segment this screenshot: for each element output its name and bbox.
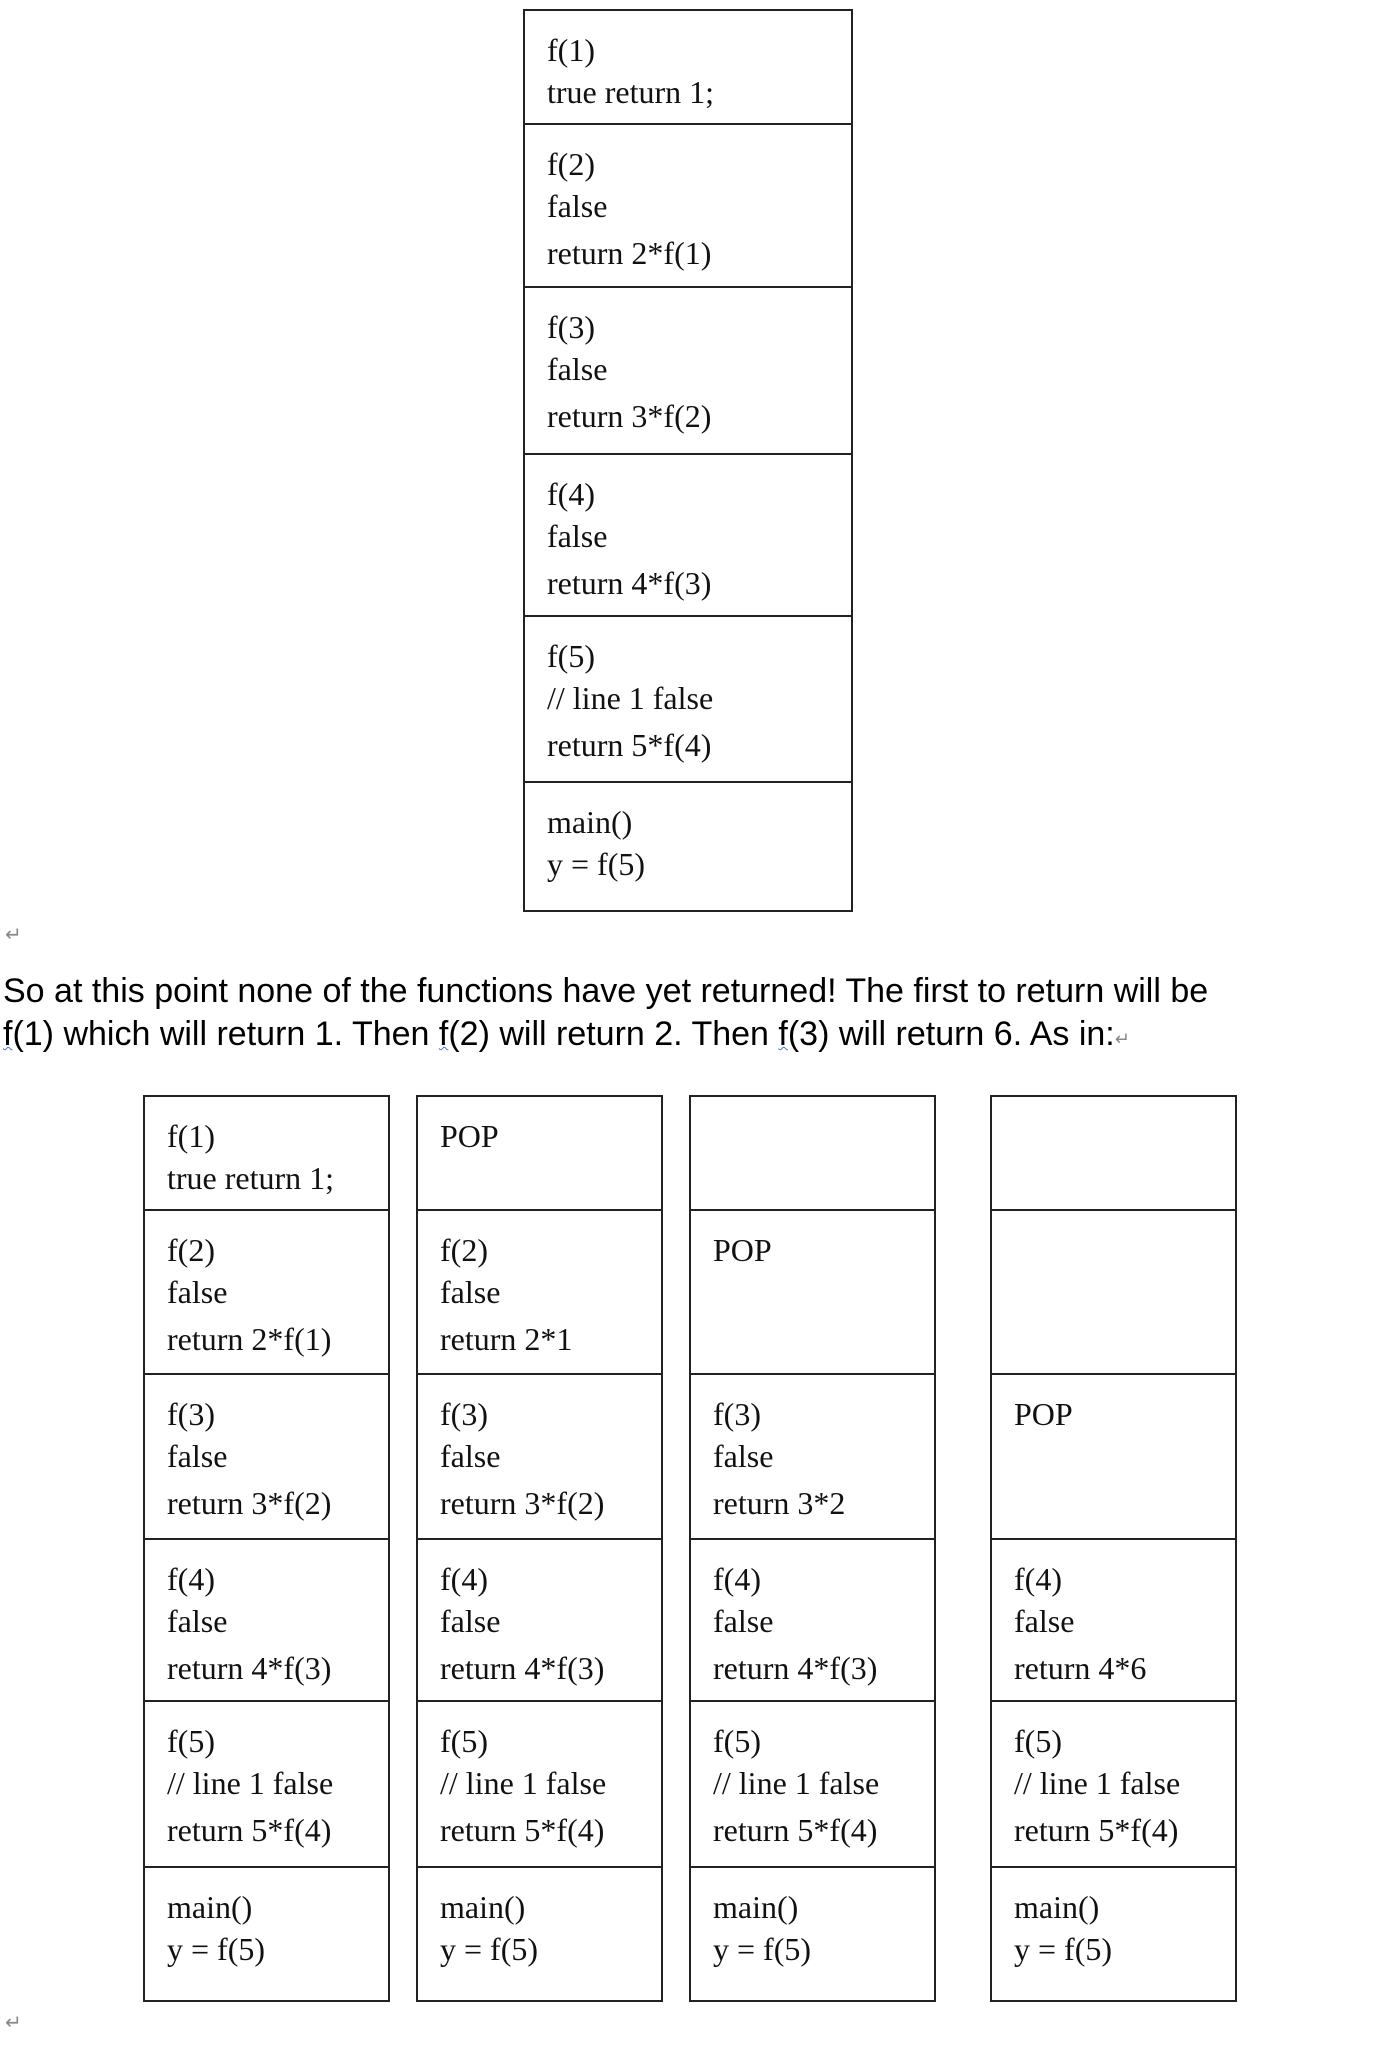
frame-line: return 4*f(3): [713, 1650, 878, 1686]
frame-line: f(5): [440, 1723, 488, 1759]
frame-line: f(5): [547, 638, 595, 674]
frame-line: y = f(5): [167, 1931, 266, 1967]
frame-line: f(3): [167, 1396, 215, 1432]
word: f: [438, 1015, 449, 1053]
call-stack-1: [143, 1095, 390, 2002]
frame-line: return 5*f(4): [167, 1812, 332, 1848]
frame-line: return 2*f(1): [547, 235, 712, 271]
text-run: (1) which will return 1. Then: [12, 1015, 439, 1053]
paragraph-line-1: So at this point none of the functions have yet returned! The first to return will be: [3, 972, 1209, 1010]
stack-frame: [418, 1097, 661, 1209]
frame-line: true return 1;: [547, 74, 715, 110]
stack-frame: [418, 1866, 661, 2002]
frame-line: f(4): [167, 1561, 215, 1597]
stack-frame: [691, 1209, 934, 1373]
frame-line: f(5): [713, 1723, 761, 1759]
text-run: (3) will return 6. As in:: [787, 1015, 1115, 1053]
word: f: [778, 1015, 788, 1053]
frame-line: f(4): [547, 476, 595, 512]
frame-line: return 3*f(2): [547, 398, 712, 434]
frame-line: false: [713, 1603, 774, 1639]
frame-line: f(2): [440, 1232, 488, 1268]
stack-frame: [145, 1373, 388, 1538]
frame-line: f(5): [1014, 1723, 1062, 1759]
stack-frame: [525, 11, 851, 123]
stack-frame: [145, 1866, 388, 2002]
frame-line: main(): [1014, 1889, 1100, 1925]
frame-line: f(2): [167, 1232, 215, 1268]
frame-line: return 5*f(4): [713, 1812, 878, 1848]
frame-line: POP: [1014, 1396, 1073, 1432]
frame-line: y = f(5): [1014, 1931, 1113, 1967]
paragraph-mark-icon: ↵: [1114, 1029, 1130, 1050]
call-stack-3: [689, 1095, 936, 2002]
frame-line: // line 1 false: [547, 680, 714, 716]
frame-line: false: [547, 518, 608, 554]
frame-line: f(3): [440, 1396, 488, 1432]
frame-line: return 2*f(1): [167, 1321, 332, 1357]
frame-line: false: [440, 1603, 501, 1639]
explanation-paragraph: [3, 970, 1373, 1061]
stack-frame: [145, 1097, 388, 1209]
paragraph-mark-icon: ↵: [5, 922, 22, 946]
frame-line: POP: [713, 1232, 772, 1268]
frame-line: f(1): [167, 1118, 215, 1154]
frame-line: return 4*f(3): [167, 1650, 332, 1686]
frame-line: // line 1 false: [440, 1765, 607, 1801]
frame-line: f(4): [1014, 1561, 1062, 1597]
stack-frame: [691, 1097, 934, 1209]
stack-frame: [691, 1373, 934, 1538]
frame-line: y = f(5): [440, 1931, 539, 1967]
frame-line: false: [440, 1438, 501, 1474]
frame-line: f(2): [547, 146, 595, 182]
stack-frame: [145, 1538, 388, 1700]
frame-line: f(3): [713, 1396, 761, 1432]
frame-line: // line 1 false: [713, 1765, 880, 1801]
stack-frame: [418, 1373, 661, 1538]
frame-line: f(1): [547, 32, 595, 68]
frame-line: main(): [547, 804, 633, 840]
frame-line: f(3): [547, 309, 595, 345]
frame-line: y = f(5): [547, 846, 646, 882]
frame-line: y = f(5): [713, 1931, 812, 1967]
stack-frame: [525, 123, 851, 286]
call-stack-4: [990, 1095, 1237, 2002]
stack-frame: [992, 1097, 1235, 1209]
frame-line: main(): [440, 1889, 526, 1925]
frame-line: false: [167, 1603, 228, 1639]
frame-line: false: [167, 1274, 228, 1310]
frame-line: false: [440, 1274, 501, 1310]
stack-frame: [525, 615, 851, 781]
stack-frame: [145, 1209, 388, 1373]
top-call-stack: [523, 9, 853, 912]
stack-frame: [525, 286, 851, 453]
call-stack-2: [416, 1095, 663, 2002]
stack-frame: [992, 1209, 1235, 1373]
frame-line: return 3*f(2): [440, 1485, 605, 1521]
frame-line: true return 1;: [167, 1160, 335, 1196]
frame-line: POP: [440, 1118, 499, 1154]
frame-line: return 3*2: [713, 1485, 846, 1521]
frame-line: f(4): [440, 1561, 488, 1597]
stack-frame: [145, 1700, 388, 1866]
stack-frame: [691, 1866, 934, 2002]
frame-line: false: [1014, 1603, 1075, 1639]
frame-line: false: [713, 1438, 774, 1474]
stack-frame: [525, 781, 851, 910]
stack-frame: [992, 1538, 1235, 1700]
frame-line: false: [547, 351, 608, 387]
paragraph-mark-icon: ↵: [5, 2010, 22, 2034]
stack-frame: [691, 1538, 934, 1700]
frame-line: f(5): [167, 1723, 215, 1759]
stack-frame: [418, 1209, 661, 1373]
frame-line: false: [167, 1438, 228, 1474]
frame-line: return 2*1: [440, 1321, 573, 1357]
stack-frame: [691, 1700, 934, 1866]
frame-line: main(): [167, 1889, 253, 1925]
frame-line: return 5*f(4): [1014, 1812, 1179, 1848]
word: f: [3, 1015, 13, 1053]
frame-line: // line 1 false: [1014, 1765, 1181, 1801]
stack-frame: [418, 1700, 661, 1866]
frame-line: return 4*f(3): [440, 1650, 605, 1686]
frame-line: main(): [713, 1889, 799, 1925]
stack-frame: [525, 453, 851, 615]
stack-frame: [992, 1373, 1235, 1538]
frame-line: return 5*f(4): [440, 1812, 605, 1848]
stack-frame: [992, 1700, 1235, 1866]
stack-frame: [418, 1538, 661, 1700]
frame-line: return 4*6: [1014, 1650, 1147, 1686]
stack-frame: [992, 1866, 1235, 2002]
frame-line: return 5*f(4): [547, 727, 712, 763]
text-run: (2) will return 2. Then: [448, 1015, 779, 1053]
frame-line: return 3*f(2): [167, 1485, 332, 1521]
frame-line: return 4*f(3): [547, 565, 712, 601]
frame-line: false: [547, 188, 608, 224]
frame-line: f(4): [713, 1561, 761, 1597]
frame-line: // line 1 false: [167, 1765, 334, 1801]
paragraph-line-2: [3, 1013, 1373, 1061]
